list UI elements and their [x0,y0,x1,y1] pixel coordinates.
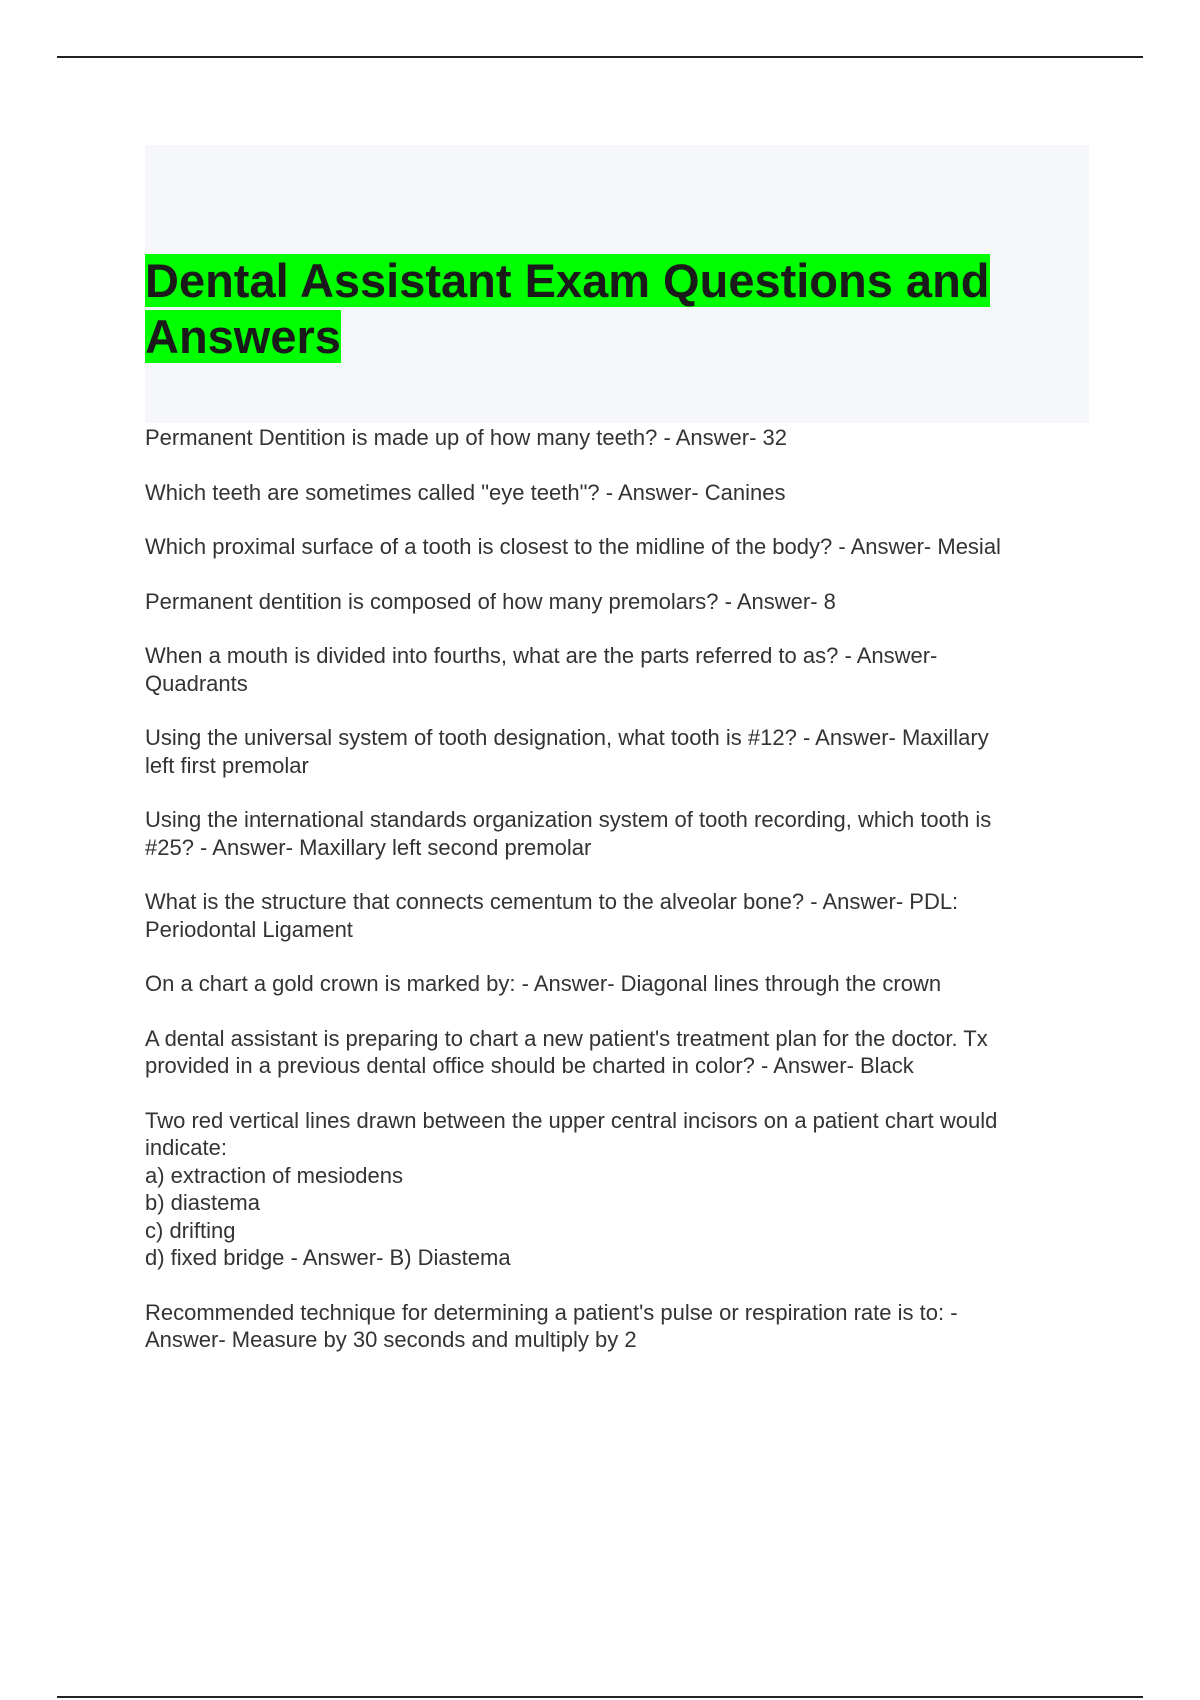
qa-item [145,479,1095,507]
title-line-2: Answers [145,310,341,363]
qa-line: Recommended technique for determining a patient's pulse or respiration rate is to: - [145,1299,958,1325]
qa-item [145,642,1095,697]
qa-line: Using the international standards organization system of tooth recording, which tooth is [145,807,992,832]
qa-item [145,1025,1095,1080]
qa-line: b) diastema [145,1190,260,1215]
top-rule [57,56,1143,58]
qa-line: left first premolar [145,752,309,778]
qa-item [145,588,1095,616]
qa-line: c) drifting [145,1217,236,1243]
qa-line: Periodontal Ligament [145,916,353,942]
qa-line: Which proximal surface of a tooth is closest to the midline of the body? - Answer- Mesial [145,534,1001,559]
qa-list [145,424,1095,1381]
qa-line: Answer- Measure by 30 seconds and multiply by 2 [145,1327,637,1352]
qa-item [145,424,1095,452]
qa-line: indicate: [145,1135,227,1160]
qa-line: What is the structure that connects cementum to the alveolar bone? - Answer- PDL: [145,889,959,914]
qa-line: d) fixed bridge - Answer- B) Diastema [145,1245,511,1270]
qa-line: Two red vertical lines drawn between the upper central incisors on a patient chart would [145,1107,998,1133]
qa-line: Permanent dentition is composed of how many premolars? - Answer- 8 [145,588,836,614]
qa-item [145,533,1095,561]
qa-item [145,1299,1095,1354]
bottom-rule [57,1696,1143,1698]
qa-line: provided in a previous dental office should be charted in color? - Answer- Black [145,1053,914,1078]
qa-line: Which teeth are sometimes called "eye teeth"? - Answer- Canines [145,479,786,505]
qa-line: Quadrants [145,670,248,696]
qa-item [145,724,1095,779]
qa-line: Using the universal system of tooth designation, what tooth is #12? - Answer- Maxillary [145,725,989,750]
qa-line: a) extraction of mesiodens [145,1162,404,1188]
qa-line: On a chart a gold crown is marked by: - Answer- Diagonal lines through the crown [145,971,942,996]
title-line-1: Dental Assistant Exam Questions and [145,254,990,307]
document-title [145,253,1045,365]
qa-line: A dental assistant is preparing to chart a new patient's treatment plan for the doctor. Tx [145,1025,988,1051]
qa-line: #25? - Answer- Maxillary left second premolar [145,834,592,860]
qa-item [145,806,1095,861]
qa-item [145,970,1095,998]
qa-item [145,888,1095,943]
qa-line: When a mouth is divided into fourths, what are the parts referred to as? - Answer- [145,643,938,668]
qa-item [145,1107,1095,1272]
qa-line: Permanent Dentition is made up of how many teeth? - Answer- 32 [145,425,788,450]
